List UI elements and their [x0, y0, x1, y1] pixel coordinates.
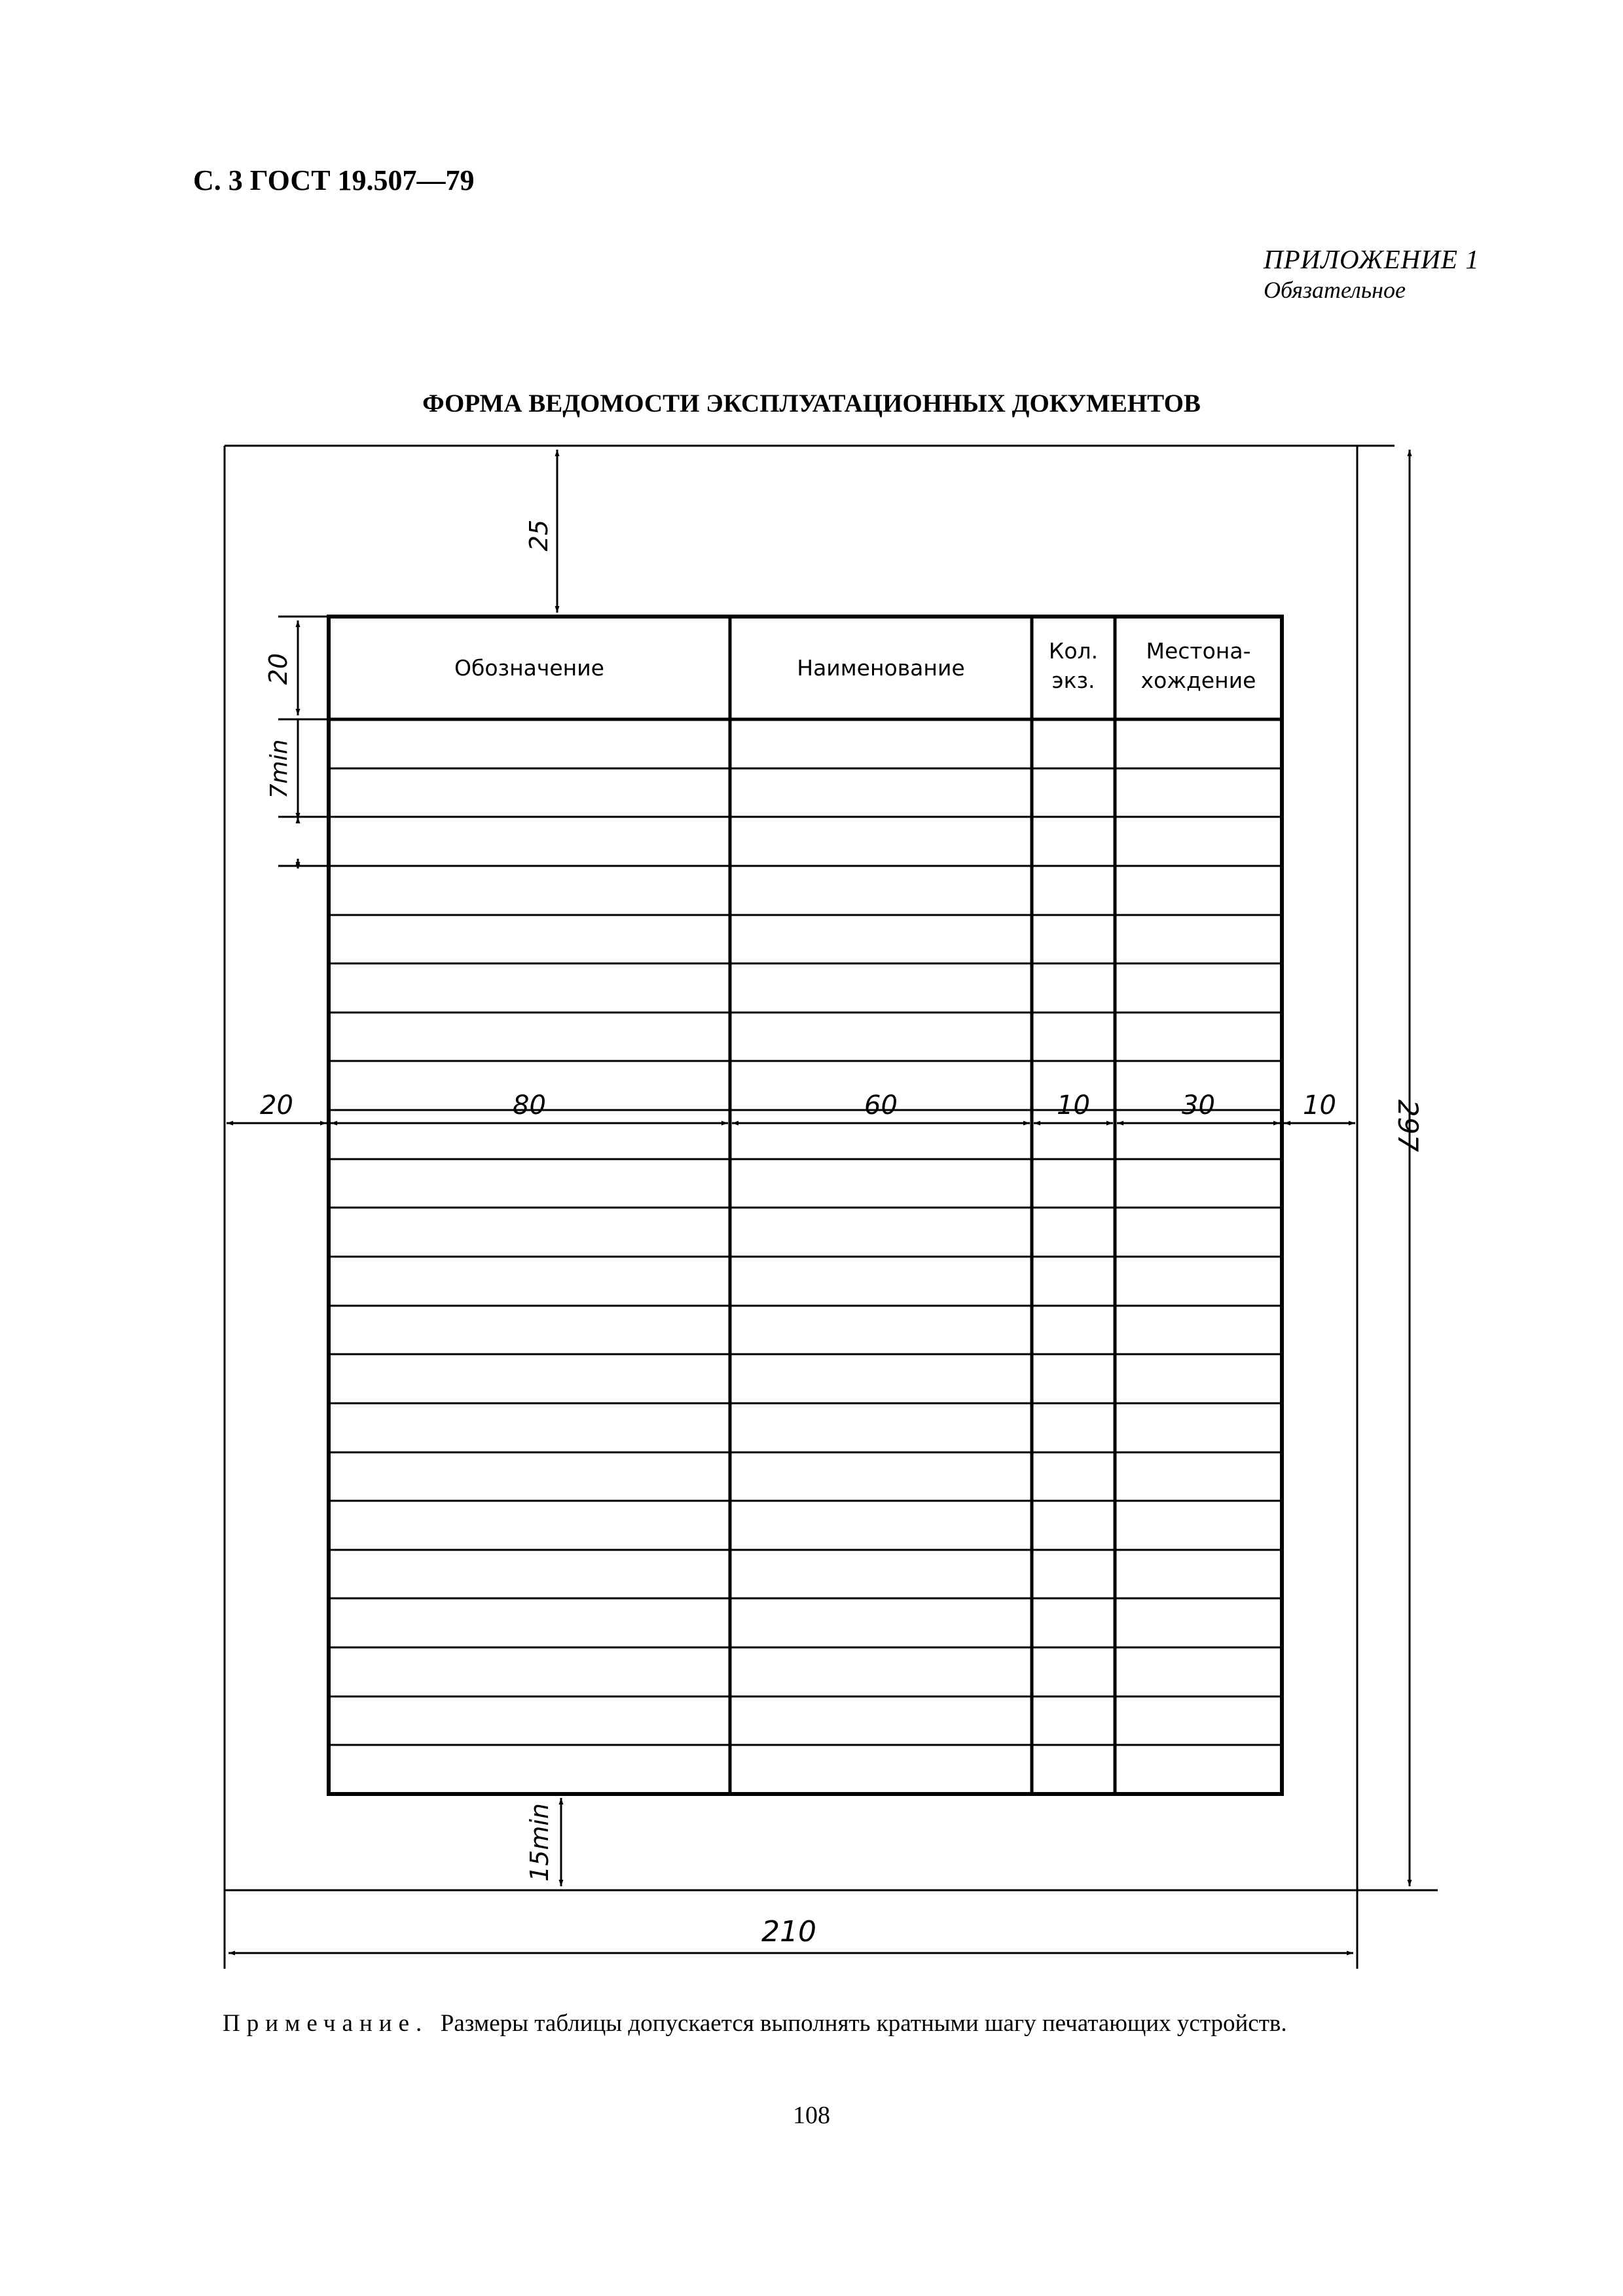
dim-top-margin-label: 25: [524, 519, 553, 552]
note-text: Размеры таблицы допускается выполнять кратными шагу печатающих устройств.: [440, 2010, 1287, 2037]
document-title: ФОРМА ВЕДОМОСТИ ЭКСПЛУАТАЦИОННЫХ ДОКУМЕНТОВ: [422, 389, 1201, 418]
column-header-2-line2: экз.: [1051, 668, 1095, 693]
column-header-2-line1: Кол.: [1048, 638, 1099, 664]
page-number: 108: [793, 2102, 830, 2129]
note-label: Примечание.: [223, 2010, 429, 2037]
dim-col-location-label: 30: [1182, 1090, 1215, 1121]
running-head: С. 3 ГОСТ 19.507—79: [193, 164, 475, 196]
dim-col-name-label: 60: [864, 1090, 898, 1121]
appendix-label: ПРИЛОЖЕНИЕ 1: [1264, 244, 1480, 274]
column-header-3-line1: Местона-: [1146, 638, 1251, 664]
column-header-0: Обозначение: [454, 655, 604, 681]
dim-left-margin-label: 20: [260, 1090, 293, 1121]
dim-header-height-label: 20: [264, 653, 293, 685]
dim-col-designation-label: 80: [513, 1090, 546, 1121]
dim-row-height-label: 7min: [266, 739, 293, 799]
dim-right-margin-label: 10: [1303, 1090, 1336, 1121]
column-header-3-line2: хождение: [1140, 668, 1256, 693]
dim-sheet-height-label: 297: [1392, 1099, 1424, 1153]
note: [223, 2009, 1287, 2037]
appendix-status: Обязательное: [1264, 277, 1406, 303]
column-header-1: Наименование: [797, 655, 965, 681]
dim-bottom-margin-label: 15min: [525, 1803, 554, 1882]
dim-col-qty-label: 10: [1057, 1090, 1090, 1121]
table-frame: [329, 617, 1282, 1794]
dim-sheet-width-label: 210: [761, 1915, 816, 1948]
